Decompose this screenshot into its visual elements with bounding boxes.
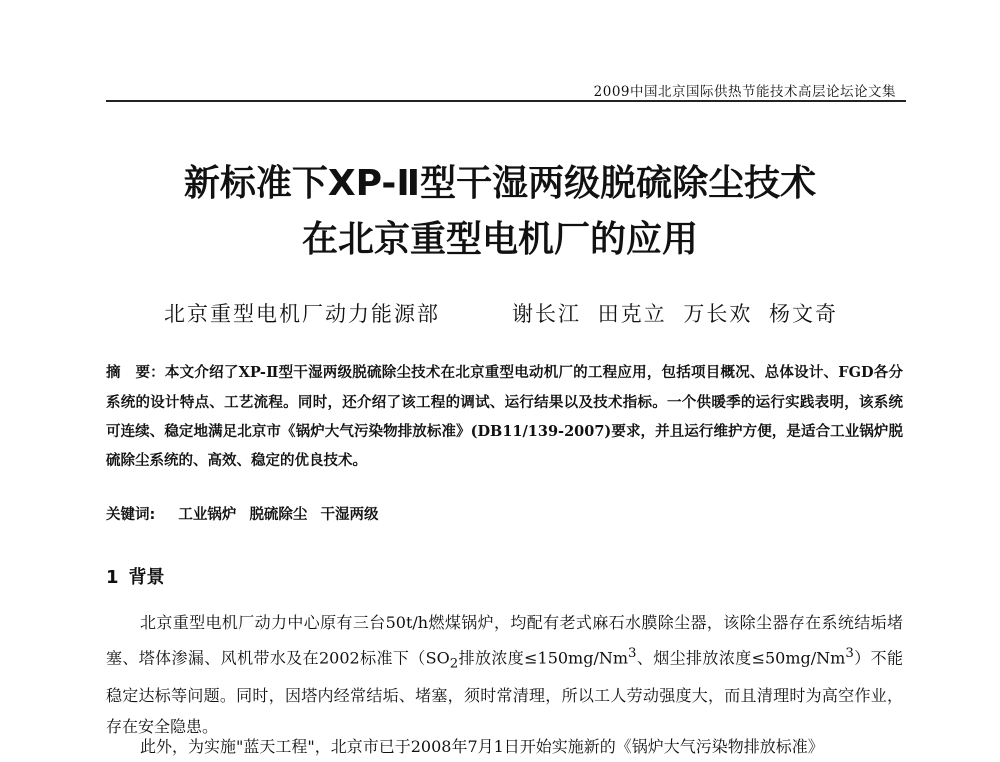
abstract-label: 摘 要：	[106, 365, 165, 381]
running-header: 2009中国北京国际供热节能技术高层论坛论文集	[593, 84, 896, 100]
abstract	[106, 358, 903, 475]
paper-title-line-1: 新标准下XP-Ⅱ型干湿两级脱硫除尘技术	[183, 163, 817, 204]
paragraph-text: ）不能稳定达标等问题。同时，因塔内经常结垢、堵塞，须时常清理，所以工人劳动强度大，而且清理时为高空作业，存在安全隐患。	[106, 648, 903, 736]
section-number: 1	[106, 567, 119, 588]
subscript: 2	[449, 656, 459, 672]
superscript: 3	[845, 646, 854, 661]
paragraph-text: 北京重型电机厂动力中心原有三台50t/h燃煤锅炉，均配有老式麻石水膜除尘器，该除尘器存在系统结垢堵塞、塔体渗漏、风机带水及在2002标准下（SO	[106, 613, 903, 668]
author-organization: 北京重型电机厂动力能源部	[164, 302, 440, 326]
paragraph-text: 、烟尘排放浓度≤50mg/Nm	[636, 648, 846, 668]
keywords-label: 关键词:	[106, 507, 156, 523]
body-paragraph-1	[106, 607, 903, 742]
paragraph-text: 排放浓度≤150mg/Nm	[458, 648, 629, 668]
keyword-item: 干湿两级	[320, 506, 379, 523]
section-title: 背景	[128, 567, 165, 588]
keyword-item: 工业锅炉	[178, 506, 237, 523]
author-names: 谢长江 田克立 万长欢 杨文奇	[512, 302, 839, 326]
keyword-item: 脱硫除尘	[249, 506, 308, 523]
body-paragraph-2: 此外，为实施"蓝天工程"，北京市已于2008年7月1日开始实施新的《锅炉大气污染物排放标准》	[140, 737, 824, 756]
abstract-text: 本文介绍了XP-Ⅱ型干湿两级脱硫除尘技术在北京重型电动机厂的工程应用，包括项目概况、总体设计、FGD各分系统的设计特点、工艺流程。同时，还介绍了该工程的调试、运行结果以及技术指标。一个供暖季的运行实践表明，该系统可连续、稳定地满足北京市《锅炉大气污染物排放标准》(DB11/139-2007)要求，并且运行维护方便，是适合工业锅炉脱硫除尘系统的、高效、稳定的优良技术。	[106, 364, 903, 469]
paper-title-line-2: 在北京重型电机厂的应用	[301, 219, 698, 260]
section-heading	[106, 563, 165, 589]
superscript: 3	[628, 646, 637, 661]
keywords	[106, 503, 387, 524]
header-rule	[106, 100, 906, 102]
